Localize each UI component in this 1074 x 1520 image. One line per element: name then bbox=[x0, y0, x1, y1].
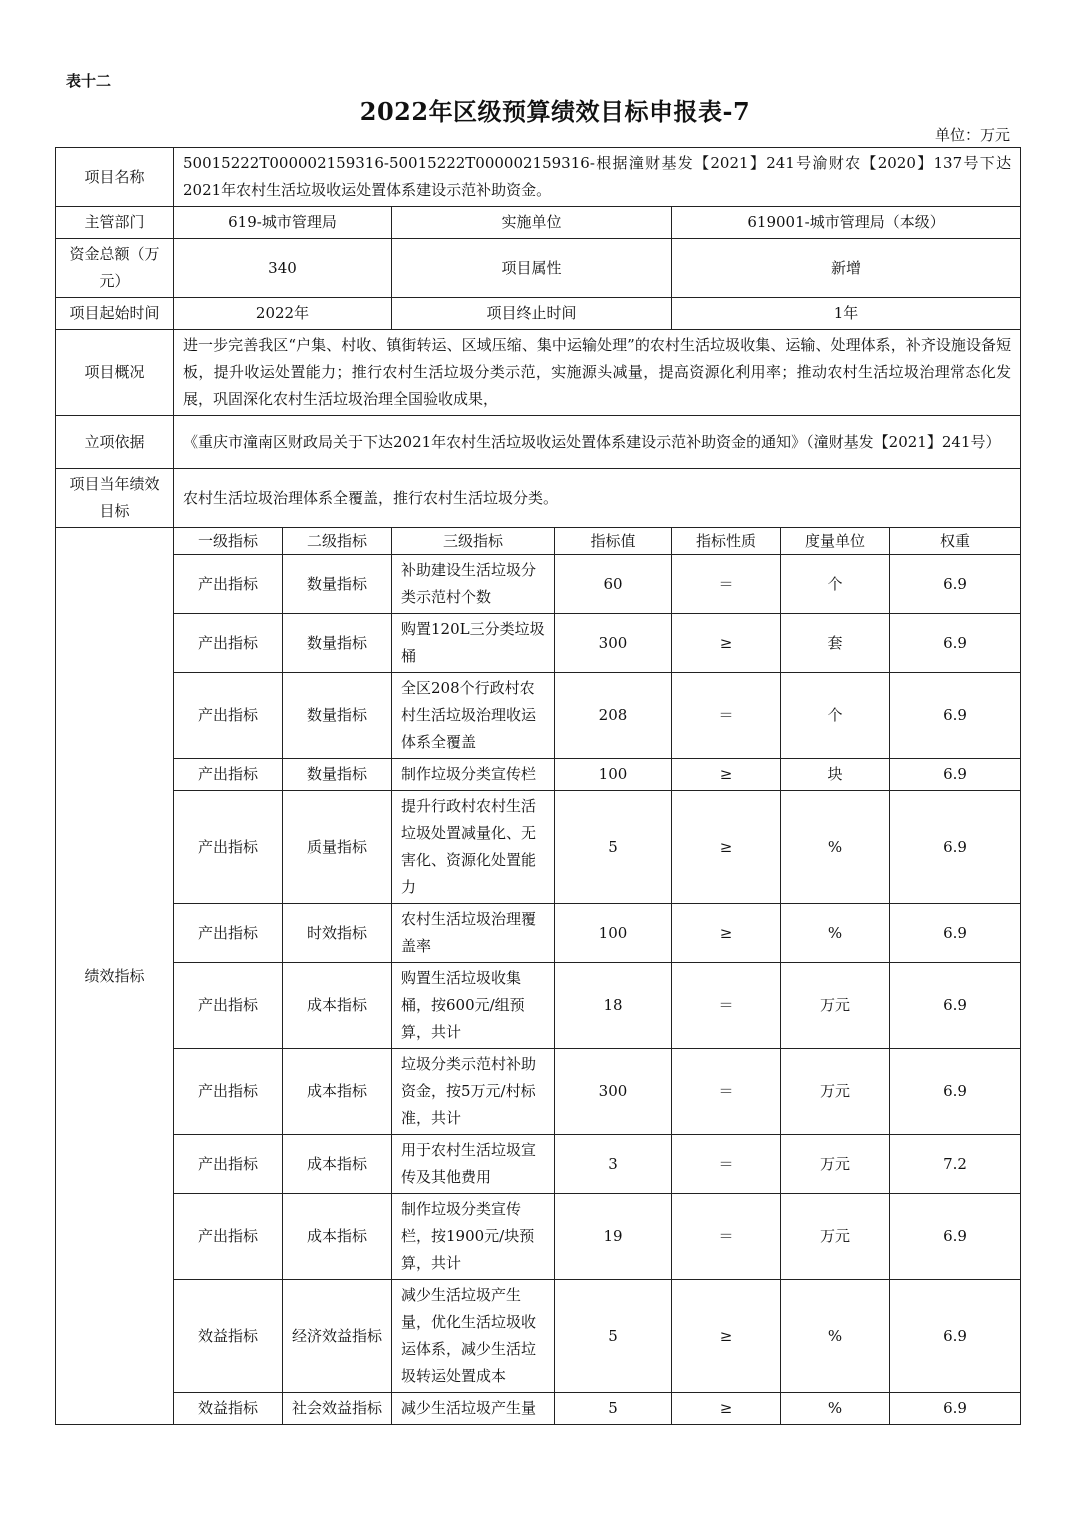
indicator-row bbox=[56, 1194, 1021, 1280]
indicator-weight: 6.9 bbox=[890, 1049, 1021, 1135]
indicator-unit: % bbox=[781, 1280, 890, 1393]
indicator-level2: 时效指标 bbox=[283, 904, 392, 963]
project-attribute-value: 新增 bbox=[672, 239, 1021, 298]
department-label: 主管部门 bbox=[56, 207, 174, 239]
indicator-nature: ＝ bbox=[672, 555, 781, 614]
project-name-label: 项目名称 bbox=[56, 148, 174, 207]
indicator-level1: 产出指标 bbox=[174, 1049, 283, 1135]
basis-value: 《重庆市潼南区财政局关于下达2021年农村生活垃圾收运处置体系建设示范补助资金的通知》（潼财基发【2021】241号） bbox=[174, 416, 1021, 469]
overview-label: 项目概况 bbox=[56, 330, 174, 416]
indicator-value: 5 bbox=[555, 1393, 672, 1425]
indicator-level3: 提升行政村农村生活垃圾处置减量化、无害化、资源化处置能力 bbox=[392, 791, 555, 904]
indicator-row bbox=[56, 1049, 1021, 1135]
indicator-level1: 产出指标 bbox=[174, 904, 283, 963]
row-basis bbox=[56, 416, 1021, 469]
row-period bbox=[56, 298, 1021, 330]
indicator-row bbox=[56, 904, 1021, 963]
indicator-unit: 万元 bbox=[781, 1194, 890, 1280]
indicator-unit: % bbox=[781, 904, 890, 963]
indicator-level3: 制作垃圾分类宣传栏 bbox=[392, 759, 555, 791]
indicator-level2: 成本指标 bbox=[283, 1135, 392, 1194]
indicator-value: 3 bbox=[555, 1135, 672, 1194]
indicator-nature: ≥ bbox=[672, 791, 781, 904]
row-fund bbox=[56, 239, 1021, 298]
basis-label: 立项依据 bbox=[56, 416, 174, 469]
indicator-level2: 数量指标 bbox=[283, 673, 392, 759]
indicator-weight: 6.9 bbox=[890, 791, 1021, 904]
indicator-unit: 个 bbox=[781, 673, 890, 759]
annual-goal-label: 项目当年绩效目标 bbox=[56, 469, 174, 528]
indicator-level3: 减少生活垃圾产生量 bbox=[392, 1393, 555, 1425]
table-number: 表十二 bbox=[66, 72, 112, 90]
unit-label: 单位：万元 bbox=[934, 126, 1010, 144]
indicator-value: 300 bbox=[555, 1049, 672, 1135]
indicator-unit: 套 bbox=[781, 614, 890, 673]
indicator-row bbox=[56, 614, 1021, 673]
indicator-level3: 减少生活垃圾产生量，优化生活垃圾收运体系，减少生活垃圾转运处置成本 bbox=[392, 1280, 555, 1393]
start-time-value: 2022年 bbox=[174, 298, 392, 330]
indicator-level2: 成本指标 bbox=[283, 1194, 392, 1280]
indicator-unit: 块 bbox=[781, 759, 890, 791]
annual-goal-value: 农村生活垃圾治理体系全覆盖，推行农村生活垃圾分类。 bbox=[174, 469, 1021, 528]
indicator-level3: 垃圾分类示范村补助资金，按5万元/村标准，共计 bbox=[392, 1049, 555, 1135]
indicator-level2: 质量指标 bbox=[283, 791, 392, 904]
header-unit: 度量单位 bbox=[781, 528, 890, 555]
indicator-level1: 产出指标 bbox=[174, 963, 283, 1049]
implementing-unit-value: 619001-城市管理局（本级） bbox=[672, 207, 1021, 239]
indicator-level3: 补助建设生活垃圾分类示范村个数 bbox=[392, 555, 555, 614]
project-name-value: 50015222T000002159316-50015222T000002159316-根据潼财基发【2021】241号渝财农【2020】137号下达2021年农村生活垃圾收运处置体系建设示范补助资金。 bbox=[174, 148, 1021, 207]
fund-total-label: 资金总额（万元） bbox=[56, 239, 174, 298]
indicator-level3: 制作垃圾分类宣传栏，按1900元/块预算，共计 bbox=[392, 1194, 555, 1280]
indicator-nature: ≥ bbox=[672, 759, 781, 791]
header-weight: 权重 bbox=[890, 528, 1021, 555]
indicator-weight: 6.9 bbox=[890, 904, 1021, 963]
indicator-row bbox=[56, 555, 1021, 614]
indicator-level1: 产出指标 bbox=[174, 673, 283, 759]
indicator-nature: ＝ bbox=[672, 673, 781, 759]
indicator-level3: 农村生活垃圾治理覆盖率 bbox=[392, 904, 555, 963]
indicator-level3: 购置生活垃圾收集桶，按600元/组预算，共计 bbox=[392, 963, 555, 1049]
indicator-weight: 6.9 bbox=[890, 1280, 1021, 1393]
header-level3: 三级指标 bbox=[392, 528, 555, 555]
indicator-level1: 效益指标 bbox=[174, 1393, 283, 1425]
indicator-level1: 产出指标 bbox=[174, 555, 283, 614]
indicator-level1: 产出指标 bbox=[174, 759, 283, 791]
project-attribute-label: 项目属性 bbox=[392, 239, 672, 298]
header-value: 指标值 bbox=[555, 528, 672, 555]
indicator-row bbox=[56, 673, 1021, 759]
overview-value: 进一步完善我区“户集、村收、镇街转运、区域压缩、集中运输处理”的农村生活垃圾收集、运输、处理体系，补齐设施设备短板，提升收运处置能力；推行农村生活垃圾分类示范，实施源头减量，提高资源化利用率；推动农村生活垃圾治理常态化发展，巩固深化农村生活垃圾治理全国验收成果， bbox=[174, 330, 1021, 416]
row-overview bbox=[56, 330, 1021, 416]
indicator-level2: 社会效益指标 bbox=[283, 1393, 392, 1425]
header-level2: 二级指标 bbox=[283, 528, 392, 555]
row-annual-goal bbox=[56, 469, 1021, 528]
indicator-level2: 成本指标 bbox=[283, 963, 392, 1049]
indicator-nature: ≥ bbox=[672, 1393, 781, 1425]
indicator-level2: 数量指标 bbox=[283, 759, 392, 791]
indicator-unit: % bbox=[781, 791, 890, 904]
performance-target-table bbox=[55, 147, 1021, 1425]
end-time-label: 项目终止时间 bbox=[392, 298, 672, 330]
indicator-weight: 6.9 bbox=[890, 1194, 1021, 1280]
indicator-row bbox=[56, 1135, 1021, 1194]
department-value: 619-城市管理局 bbox=[174, 207, 392, 239]
indicator-header-row bbox=[56, 528, 1021, 555]
indicator-weight: 6.9 bbox=[890, 1393, 1021, 1425]
indicator-row bbox=[56, 1280, 1021, 1393]
indicator-level2: 数量指标 bbox=[283, 555, 392, 614]
indicator-nature: ≥ bbox=[672, 1280, 781, 1393]
indicator-level1: 产出指标 bbox=[174, 614, 283, 673]
indicator-unit: 个 bbox=[781, 555, 890, 614]
indicator-value: 300 bbox=[555, 614, 672, 673]
indicator-level3: 用于农村生活垃圾宣传及其他费用 bbox=[392, 1135, 555, 1194]
indicator-value: 60 bbox=[555, 555, 672, 614]
indicator-level1: 产出指标 bbox=[174, 791, 283, 904]
indicator-row bbox=[56, 791, 1021, 904]
indicator-level3: 全区208个行政村农村生活垃圾治理收运体系全覆盖 bbox=[392, 673, 555, 759]
indicator-weight: 6.9 bbox=[890, 555, 1021, 614]
indicator-nature: ＝ bbox=[672, 1194, 781, 1280]
indicator-weight: 6.9 bbox=[890, 759, 1021, 791]
indicator-nature: ＝ bbox=[672, 963, 781, 1049]
indicators-section-label: 绩效指标 bbox=[56, 528, 174, 1425]
indicator-value: 100 bbox=[555, 904, 672, 963]
indicator-level1: 效益指标 bbox=[174, 1280, 283, 1393]
indicator-weight: 6.9 bbox=[890, 963, 1021, 1049]
header-nature: 指标性质 bbox=[672, 528, 781, 555]
start-time-label: 项目起始时间 bbox=[56, 298, 174, 330]
indicator-value: 18 bbox=[555, 963, 672, 1049]
implementing-unit-label: 实施单位 bbox=[392, 207, 672, 239]
indicator-weight: 7.2 bbox=[890, 1135, 1021, 1194]
indicator-level2: 成本指标 bbox=[283, 1049, 392, 1135]
indicator-nature: ≥ bbox=[672, 614, 781, 673]
indicator-level1: 产出指标 bbox=[174, 1135, 283, 1194]
indicator-level1: 产出指标 bbox=[174, 1194, 283, 1280]
indicator-weight: 6.9 bbox=[890, 614, 1021, 673]
indicator-level3: 购置120L三分类垃圾桶 bbox=[392, 614, 555, 673]
indicator-unit: % bbox=[781, 1393, 890, 1425]
fund-total-value: 340 bbox=[174, 239, 392, 298]
indicator-unit: 万元 bbox=[781, 1135, 890, 1194]
indicator-unit: 万元 bbox=[781, 963, 890, 1049]
indicator-nature: ≥ bbox=[672, 904, 781, 963]
indicator-row bbox=[56, 759, 1021, 791]
indicator-value: 208 bbox=[555, 673, 672, 759]
indicator-unit: 万元 bbox=[781, 1049, 890, 1135]
indicator-value: 100 bbox=[555, 759, 672, 791]
document-title: 2022年区级预算绩效目标申报表-7 bbox=[359, 97, 751, 126]
header-level1: 一级指标 bbox=[174, 528, 283, 555]
indicator-value: 19 bbox=[555, 1194, 672, 1280]
indicator-row bbox=[56, 1393, 1021, 1425]
indicator-value: 5 bbox=[555, 1280, 672, 1393]
indicator-row bbox=[56, 963, 1021, 1049]
indicator-level2: 经济效益指标 bbox=[283, 1280, 392, 1393]
row-department bbox=[56, 207, 1021, 239]
indicator-value: 5 bbox=[555, 791, 672, 904]
indicator-nature: ＝ bbox=[672, 1049, 781, 1135]
row-project-name bbox=[56, 148, 1021, 207]
indicator-level2: 数量指标 bbox=[283, 614, 392, 673]
indicator-nature: ＝ bbox=[672, 1135, 781, 1194]
indicator-weight: 6.9 bbox=[890, 673, 1021, 759]
end-time-value: 1年 bbox=[672, 298, 1021, 330]
